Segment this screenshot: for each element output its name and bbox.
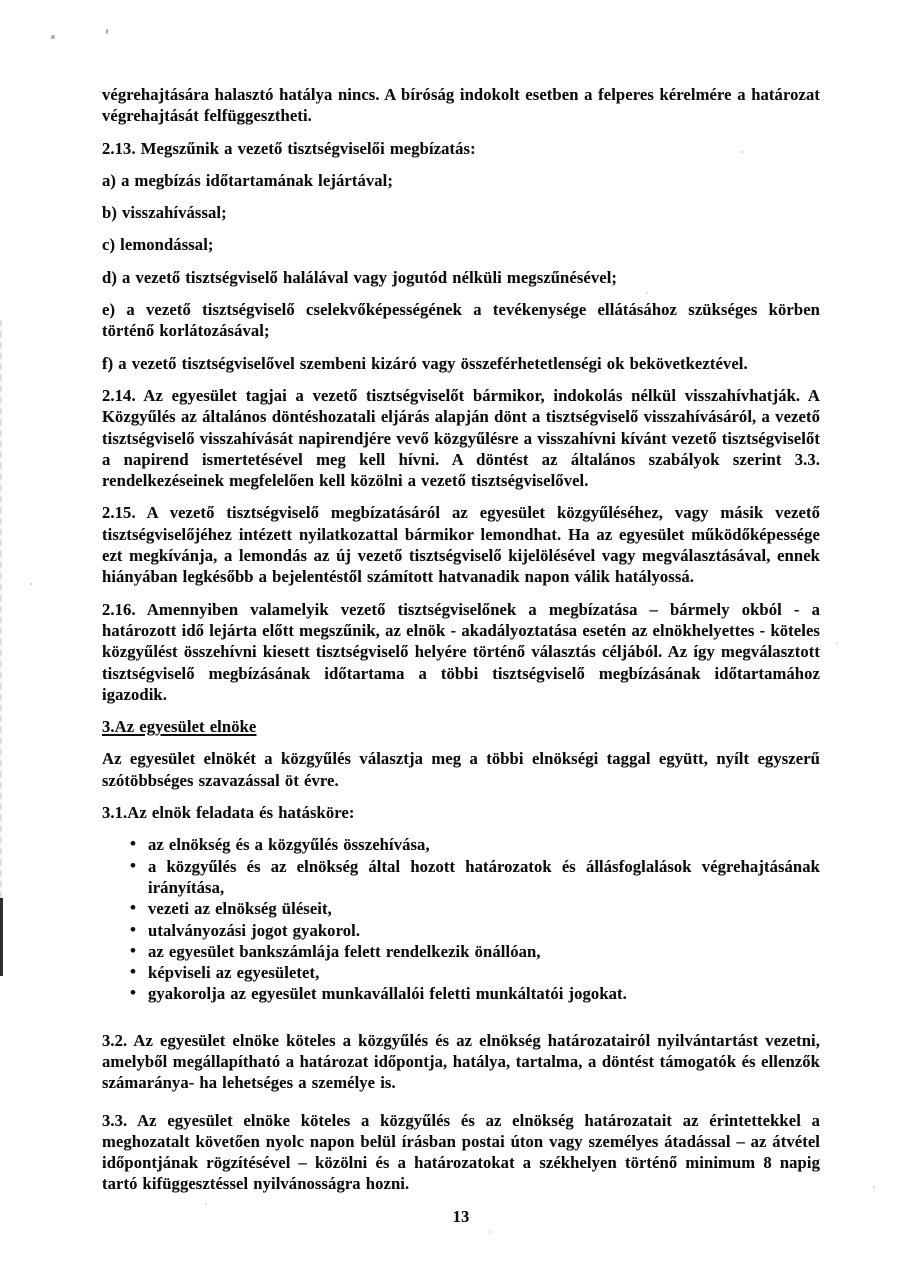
bullet-item: • utalványozási jogot gyakorol. [148, 920, 820, 941]
list-item-e: e) a vezető tisztségviselő cselekvőképességének a tevékenysége ellátásához szükséges körben történő korlátozásával; [102, 300, 820, 341]
bullet-list-3-1 [102, 834, 820, 1004]
bullet-item: • a közgyűlés és az elnökség által hozott határozatok és állásfoglalások végrehajtásának irányítása, [148, 856, 820, 899]
paragraph-intro: végrehajtására halasztó hatálya nincs. A bíróság indokolt esetben a felperes kérelmére a határozat végrehajtását felfüggesztheti. [102, 85, 820, 126]
bullet-item: • gyakorolja az egyesület munkavállalói feletti munkáltatói jogokat. [148, 983, 820, 1004]
list-item-c: c) lemondással; [102, 235, 214, 255]
text-column [102, 84, 820, 1227]
paragraph-3-2: 3.2. Az egyesület elnöke köteles a közgyűlés és az elnökség határozatairól nyilvántartást vezetni, amelyből megállapítható a határozat időpontja, hatálya, tartalma, a döntést támogatók és ellenzők számaránya- ha lehetséges a személye is. [102, 1030, 820, 1093]
bullet-item: • az egyesület bankszámlája felett rendelkezik önállóan, [148, 941, 820, 962]
list-item-a: a) a megbízás időtartamának lejártával; [102, 170, 393, 190]
scan-edge-artifact-light [0, 320, 2, 898]
scan-speck [205, 1203, 207, 1205]
list-item-d: d) a vezető tisztségviselő halálával vagy jogutód nélküli megszűnésével; [102, 267, 618, 287]
page-number: 13 [452, 1206, 470, 1226]
scan-speck [489, 1231, 491, 1233]
paragraph-2-15: 2.15. A vezető tisztségviselő megbízatásáról az egyesület közgyűléséhez, vagy másik vezető tisztségviselőjéhez intézett nyilatkozattal bármikor lemondhat. Ha az egyesület működőképessége ezt megkívánja, a lemondás az új vezető tisztségviselő kijelölésével vagy megválasztásával, ennek hiányában legkésőbb a bejelentéstől számított hatvanadik napon válik hatályossá. [102, 503, 820, 587]
bullet-item: • képviseli az egyesületet, [148, 962, 820, 983]
scan-speck [741, 151, 743, 153]
scan-speck [873, 1186, 875, 1188]
section-2-13-heading: 2.13. Megszűnik a vezető tisztségviselői megbízatás: [102, 138, 476, 158]
scan-speck [836, 642, 838, 644]
paragraph-3-intro: Az egyesület elnökét a közgyűlés választja meg a többi elnökségi taggal együtt, nyílt egyszerű szótöbbséges szavazással öt évre. [102, 749, 820, 790]
bullet-item: • az elnökség és a közgyűlés összehívása, [148, 834, 820, 855]
list-item-f: f) a vezető tisztségviselővel szembeni kizáró vagy összeférhetetlenségi ok bekövetkeztével. [102, 353, 748, 373]
list-item-b: b) visszahívással; [102, 203, 227, 223]
section-3-1-heading: 3.1.Az elnök feladata és hatásköre: [102, 803, 355, 823]
paragraph-2-16: 2.16. Amennyiben valamelyik vezető tisztségviselőnek a megbízatása – bármely okból - a határozott idő lejárta előtt megszűnik, az elnök - akadályoztatása esetén az elnökhelyettes - köteles közgyűlést összehívni kiesett tisztségviselő helyére történő választás céljából. Az így megválasztott tisztségviselő megbízásának időtartama a többi tisztségviselő megbízásának időtartamához igazodik. [102, 599, 820, 704]
section-3-heading: 3.Az egyesület elnöke [102, 717, 257, 737]
bullet-item: • vezeti az elnökség üléseit, [148, 898, 820, 919]
scan-speck [105, 29, 108, 34]
paragraph-2-14: 2.14. Az egyesület tagjai a vezető tisztségviselőt bármikor, indokolás nélkül visszahívhatják. A Közgyűlés az általános döntéshozatali eljárás alapján dönt a tisztségviselő visszahívásáról, a vezető tisztségviselő visszahívását napirendjére vevő közgyűlésre a visszahívni kívánt vezető tisztségviselőt a napirend ismertetésével meg kell hívni. A döntést az általános szabályok szerint 3.3. rendelkezéseinek megfelelően kell közölni a vezető tisztségviselővel. [102, 385, 820, 491]
scan-speck [30, 583, 32, 585]
scan-speck [646, 292, 648, 294]
scan-edge-artifact-dark [0, 898, 3, 976]
scan-speck [51, 35, 55, 39]
paragraph-3-3: 3.3. Az egyesület elnöke köteles a közgyűlés és az elnökség határozatait az érintettekkel a meghozatalt követően nyolc napon belül írásban postai úton vagy személyes átadással – az átvétel időpontjának rögzítésével – közölni és a határozatokat a székhelyen történő minimum 8 napig tartó kifüggesztéssel nyilvánosságra hozni. [102, 1110, 820, 1194]
